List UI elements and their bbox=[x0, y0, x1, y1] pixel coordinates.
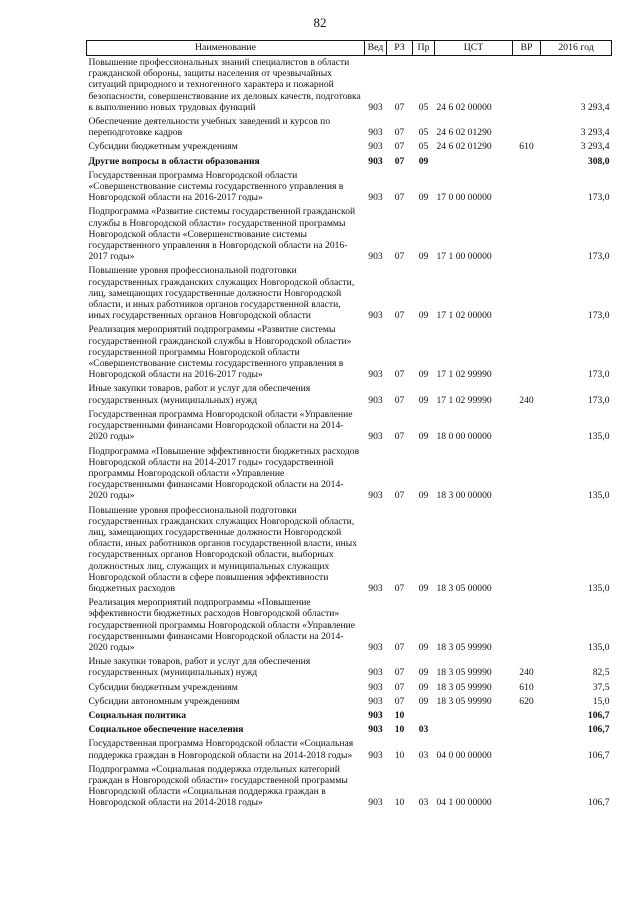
cell-name: Государственная программа Новгородской области «Совершенствование системы государственного управления в Новгородской области на 2016-2017 годы» bbox=[88, 169, 344, 204]
cell-ved: 903 bbox=[368, 641, 383, 653]
header-cst: ЦСТ bbox=[435, 41, 513, 56]
cell-sum: 135,0 bbox=[587, 582, 610, 594]
table-row bbox=[87, 264, 612, 323]
table-row bbox=[87, 695, 612, 709]
table-row bbox=[87, 445, 612, 504]
cell-cst: 18 3 05 99990 bbox=[436, 641, 492, 653]
table-row bbox=[87, 115, 612, 140]
cell-ved: 903 bbox=[368, 101, 383, 113]
cell-vr bbox=[513, 264, 541, 323]
cell-cst bbox=[435, 723, 513, 737]
cell-pr: 09 bbox=[418, 667, 429, 679]
cell-rz: 07 bbox=[394, 681, 405, 693]
table-row bbox=[87, 408, 612, 445]
table-row bbox=[87, 504, 612, 597]
cell-ved: 903 bbox=[368, 667, 383, 679]
cell-vr bbox=[513, 709, 541, 723]
cell-name: Обеспечение деятельности учебных заведений и курсов по переподготовке кадров bbox=[88, 116, 331, 139]
cell-ved: 903 bbox=[368, 127, 383, 139]
cell-cst: 04 0 00 00000 bbox=[436, 749, 492, 761]
cell-rz: 07 bbox=[394, 582, 405, 594]
cell-rz: 07 bbox=[394, 641, 405, 653]
cell-sum: 173,0 bbox=[587, 394, 610, 406]
cell-cst: 17 0 00 00000 bbox=[436, 192, 492, 204]
cell-name: Субсидии бюджетным учреждениям bbox=[88, 681, 238, 693]
cell-ved: 903 bbox=[368, 394, 383, 406]
cell-name: Повышение уровня профессиональной подготовки государственных гражданских служащих Новгородской области, лиц, замещающих государственные должности Новгородской области, иных работников органов государственной власти, иных государственных органов Новгородской области, выборных должностных лиц, служащих и муниципальных служащих Новгородской области в сфере повышения эффективности бюджетных расходов bbox=[88, 504, 358, 594]
cell-name: Реализация мероприятий подпрограммы «Развитие системы государственной гражданской службы в Новгородской области» государственной программы Новгородской области «Совершенствование системы государственного управления в Новгородской области на 2016-2017 годы» bbox=[88, 324, 352, 381]
cell-name: Государственная программа Новгородской области «Социальная поддержка граждан в Новгородской области на 2014-2018 годы» bbox=[88, 738, 354, 761]
cell-name: Подпрограмма «Повышение эффективности бюджетных расходов Новгородской области на 2014-2017 годы» государственной программы Новгородской области «Управление государственными финансами Новгородской области на 2014-2020 годы» bbox=[88, 445, 360, 502]
cell-pr: 09 bbox=[418, 695, 429, 707]
cell-pr: 09 bbox=[418, 155, 429, 167]
cell-ved: 903 bbox=[368, 155, 383, 167]
table-row bbox=[87, 382, 612, 407]
cell-vr bbox=[513, 596, 541, 655]
cell-ved: 903 bbox=[368, 695, 383, 707]
cell-name: Государственная программа Новгородской области «Управление государственными финансами Новгородской области на 2014-2020 годы» bbox=[88, 408, 353, 443]
cell-rz: 07 bbox=[394, 394, 405, 406]
table-row bbox=[87, 709, 612, 723]
cell-ved: 903 bbox=[368, 141, 383, 153]
cell-rz: 10 bbox=[394, 797, 405, 809]
cell-name: Субсидии бюджетным учреждениям bbox=[88, 141, 238, 153]
cell-cst: 24 6 02 01290 bbox=[436, 127, 492, 139]
cell-sum: 106,7 bbox=[587, 724, 610, 736]
cell-ved: 903 bbox=[368, 192, 383, 204]
cell-rz: 07 bbox=[394, 141, 405, 153]
cell-ved: 903 bbox=[368, 490, 383, 502]
cell-rz: 07 bbox=[394, 310, 405, 322]
cell-pr: 05 bbox=[418, 101, 429, 113]
cell-cst: 17 1 02 00000 bbox=[436, 310, 492, 322]
cell-pr: 09 bbox=[418, 681, 429, 693]
cell-vr bbox=[513, 169, 541, 206]
cell-ved: 903 bbox=[368, 310, 383, 322]
cell-sum: 82,5 bbox=[592, 667, 610, 679]
cell-name: Иные закупки товаров, работ и услуг для обеспечения государственных (муниципальных) нужд bbox=[88, 383, 311, 406]
cell-name: Другие вопросы в области образования bbox=[88, 155, 260, 167]
cell-rz: 07 bbox=[394, 192, 405, 204]
cell-name: Субсидии автономным учреждениям bbox=[88, 695, 240, 707]
cell-name: Реализация мероприятий подпрограммы «Повышение эффективности бюджетных расходов Новгородской области» государственной программы Новгородской области «Управление государственными финансами Новгородской области на 2014-2020 годы» bbox=[88, 597, 356, 653]
table-header-row bbox=[87, 41, 612, 56]
cell-rz: 07 bbox=[394, 369, 405, 381]
table-row bbox=[87, 56, 612, 116]
cell-rz: 07 bbox=[394, 431, 405, 443]
cell-cst: 17 1 02 99990 bbox=[436, 394, 492, 406]
cell-ved: 903 bbox=[368, 582, 383, 594]
cell-ved: 903 bbox=[368, 431, 383, 443]
cell-name: Подпрограмма «Развитие системы государственной гражданской службы в Новгородской области» государственной программы Новгородской области «Совершенствование системы государственного управления в Новгородской области на 2016-2017 годы» bbox=[88, 206, 356, 263]
cell-rz: 07 bbox=[394, 695, 405, 707]
cell-cst: 04 1 00 00000 bbox=[436, 797, 492, 809]
header-rz: РЗ bbox=[387, 41, 413, 56]
table-row bbox=[87, 655, 612, 680]
cell-vr bbox=[513, 205, 541, 264]
cell-pr bbox=[413, 709, 435, 723]
cell-cst: 17 1 00 00000 bbox=[436, 251, 492, 263]
table-row bbox=[87, 737, 612, 762]
cell-vr bbox=[513, 155, 541, 169]
table-row bbox=[87, 169, 612, 206]
cell-ved: 903 bbox=[368, 251, 383, 263]
cell-sum: 173,0 bbox=[587, 369, 610, 381]
cell-cst: 18 3 00 00000 bbox=[436, 490, 492, 502]
header-pr: Пр bbox=[413, 41, 435, 56]
table-row bbox=[87, 205, 612, 264]
cell-name: Социальное обеспечение населения bbox=[88, 724, 244, 736]
cell-rz: 10 bbox=[394, 709, 405, 721]
table-row bbox=[87, 723, 612, 737]
cell-vr bbox=[513, 504, 541, 597]
cell-ved: 903 bbox=[368, 681, 383, 693]
cell-rz: 07 bbox=[394, 155, 405, 167]
header-name: Наименование bbox=[87, 41, 365, 56]
cell-vr bbox=[513, 445, 541, 504]
cell-vr: 240 bbox=[519, 667, 534, 679]
cell-sum: 3 293,4 bbox=[580, 141, 610, 153]
cell-pr: 09 bbox=[418, 641, 429, 653]
cell-vr bbox=[513, 763, 541, 811]
cell-vr: 620 bbox=[519, 695, 534, 707]
cell-cst: 18 3 05 00000 bbox=[436, 582, 492, 594]
cell-rz: 07 bbox=[394, 667, 405, 679]
cell-pr: 09 bbox=[418, 369, 429, 381]
header-ved: Вед bbox=[365, 41, 387, 56]
cell-pr: 03 bbox=[418, 724, 429, 736]
cell-pr: 05 bbox=[418, 141, 429, 153]
cell-sum: 308,0 bbox=[587, 155, 610, 167]
table-row bbox=[87, 155, 612, 169]
cell-cst: 18 3 05 99990 bbox=[436, 667, 492, 679]
cell-cst: 24 6 02 01290 bbox=[436, 141, 492, 153]
header-vr: ВР bbox=[513, 41, 541, 56]
cell-pr: 09 bbox=[418, 251, 429, 263]
cell-ved: 903 bbox=[368, 724, 383, 736]
cell-pr: 09 bbox=[418, 490, 429, 502]
table-body bbox=[87, 56, 612, 811]
table-row bbox=[87, 323, 612, 382]
cell-cst: 18 3 05 99990 bbox=[436, 681, 492, 693]
cell-cst bbox=[435, 709, 513, 723]
cell-vr bbox=[513, 737, 541, 762]
cell-sum: 3 293,4 bbox=[580, 127, 610, 139]
cell-pr: 09 bbox=[418, 192, 429, 204]
cell-vr: 610 bbox=[519, 681, 534, 693]
cell-pr: 09 bbox=[418, 310, 429, 322]
cell-pr: 09 bbox=[418, 431, 429, 443]
cell-rz: 07 bbox=[394, 251, 405, 263]
cell-name: Социальная политика bbox=[88, 709, 187, 721]
cell-name: Повышение профессиональных знаний специалистов в области гражданской обороны, защиты населения от чрезвычайных ситуаций природного и техногенного характера и пожарной безопасности, совершенствование их деловых качеств, подготовка к выполнению новых трудовых функций bbox=[88, 57, 361, 113]
cell-sum: 173,0 bbox=[587, 192, 610, 204]
table-row bbox=[87, 681, 612, 695]
cell-cst bbox=[435, 155, 513, 169]
budget-table bbox=[86, 40, 612, 811]
cell-ved: 903 bbox=[368, 709, 383, 721]
header-sum: 2016 год bbox=[541, 41, 612, 56]
cell-vr: 240 bbox=[519, 394, 534, 406]
cell-sum: 106,7 bbox=[587, 797, 610, 809]
cell-rz: 07 bbox=[394, 490, 405, 502]
cell-sum: 37,5 bbox=[592, 681, 610, 693]
cell-pr: 09 bbox=[418, 582, 429, 594]
cell-vr bbox=[513, 56, 541, 116]
cell-vr bbox=[513, 408, 541, 445]
table-row bbox=[87, 763, 612, 811]
cell-sum: 106,7 bbox=[587, 709, 610, 721]
cell-ved: 903 bbox=[368, 797, 383, 809]
page-number: 82 bbox=[313, 15, 327, 30]
cell-vr: 610 bbox=[519, 141, 534, 153]
cell-pr: 09 bbox=[418, 394, 429, 406]
cell-sum: 15,0 bbox=[592, 695, 610, 707]
cell-rz: 07 bbox=[394, 127, 405, 139]
cell-name: Повышение уровня профессиональной подготовки государственных гражданских служащих Новгородской области, лиц, замещающих государственные должности Новгородской области, и иных работников органов государственной власти, иных государственных органов Новгородской области bbox=[88, 265, 355, 322]
cell-ved: 903 bbox=[368, 749, 383, 761]
table-row bbox=[87, 140, 612, 154]
cell-rz: 07 bbox=[394, 101, 405, 113]
cell-vr bbox=[513, 323, 541, 382]
cell-sum: 173,0 bbox=[587, 251, 610, 263]
cell-cst: 24 6 02 00000 bbox=[436, 101, 492, 113]
cell-cst: 17 1 02 99990 bbox=[436, 369, 492, 381]
cell-sum: 135,0 bbox=[587, 490, 610, 502]
cell-vr bbox=[513, 115, 541, 140]
cell-sum: 173,0 bbox=[587, 310, 610, 322]
cell-pr: 03 bbox=[418, 749, 429, 761]
cell-name: Подпрограмма «Социальная поддержка отдельных категорий граждан в Новгородской области» государственной программы Новгородской области «Социальная поддержка граждан в Новгородской области на 2014-2018 годы» bbox=[88, 763, 348, 809]
cell-sum: 135,0 bbox=[587, 641, 610, 653]
cell-vr bbox=[513, 723, 541, 737]
cell-sum: 3 293,4 bbox=[580, 101, 610, 113]
cell-name: Иные закупки товаров, работ и услуг для обеспечения государственных (муниципальных) нужд bbox=[88, 656, 311, 679]
cell-cst: 18 3 05 99990 bbox=[436, 695, 492, 707]
cell-sum: 106,7 bbox=[587, 749, 610, 761]
cell-rz: 10 bbox=[394, 724, 405, 736]
cell-rz: 10 bbox=[394, 749, 405, 761]
cell-pr: 03 bbox=[418, 797, 429, 809]
cell-ved: 903 bbox=[368, 369, 383, 381]
cell-sum: 135,0 bbox=[587, 431, 610, 443]
cell-cst: 18 0 00 00000 bbox=[436, 431, 492, 443]
table-row bbox=[87, 596, 612, 655]
cell-pr: 05 bbox=[418, 127, 429, 139]
